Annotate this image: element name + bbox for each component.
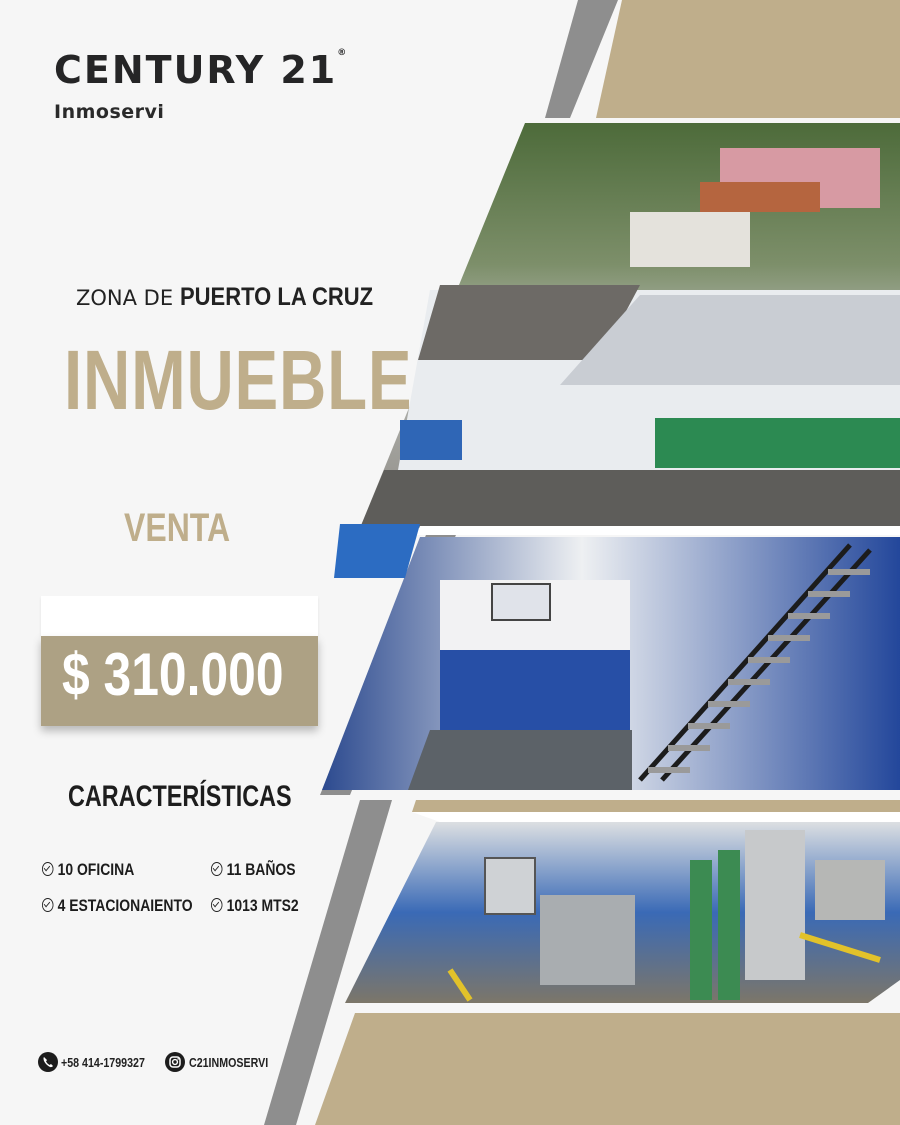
zone-name: PUERTO LA CRUZ xyxy=(179,283,373,311)
check-circle-icon xyxy=(42,898,53,912)
aerial-building-photo xyxy=(360,123,900,528)
phone-icon xyxy=(38,1052,58,1072)
interior-stairs-photo xyxy=(322,524,900,790)
feature-label: 1013 MTS2 xyxy=(226,896,299,915)
phone-number[interactable]: +58 414-1799327 xyxy=(61,1055,145,1070)
features-title: CARACTERÍSTICAS xyxy=(68,780,292,813)
feature-label: 4 ESTACIONAIENTO xyxy=(57,896,193,915)
instagram-handle[interactable]: C21INMOSERVI xyxy=(189,1055,269,1070)
property-type-heading: INMUEBLE xyxy=(64,333,413,427)
check-circle-icon xyxy=(42,862,53,876)
instagram-icon xyxy=(165,1052,185,1072)
feature-label: 10 OFICINA xyxy=(57,860,135,879)
feature-item xyxy=(42,860,134,880)
gold-top-banner xyxy=(596,0,900,118)
feature-item xyxy=(211,860,296,880)
gold-middle-band xyxy=(412,800,900,812)
brand-logo xyxy=(54,48,346,92)
check-circle-icon xyxy=(211,898,222,912)
gold-bottom-band xyxy=(315,1013,900,1125)
brand-name: CENTURY 21 xyxy=(54,48,338,92)
feature-label: 11 BAÑOS xyxy=(226,860,296,879)
equipment-room-photo xyxy=(345,822,900,1003)
price-card-top xyxy=(41,596,318,636)
office-name: Inmoservi xyxy=(54,101,165,123)
registered-mark: ® xyxy=(337,48,347,58)
feature-item xyxy=(42,896,193,916)
check-circle-icon xyxy=(211,862,222,876)
feature-item xyxy=(211,896,299,916)
zone-heading xyxy=(76,283,399,312)
operation-label: VENTA xyxy=(124,506,231,550)
price-value: $ 310.000 xyxy=(62,641,284,708)
zone-prefix: ZONA DE xyxy=(76,286,174,310)
